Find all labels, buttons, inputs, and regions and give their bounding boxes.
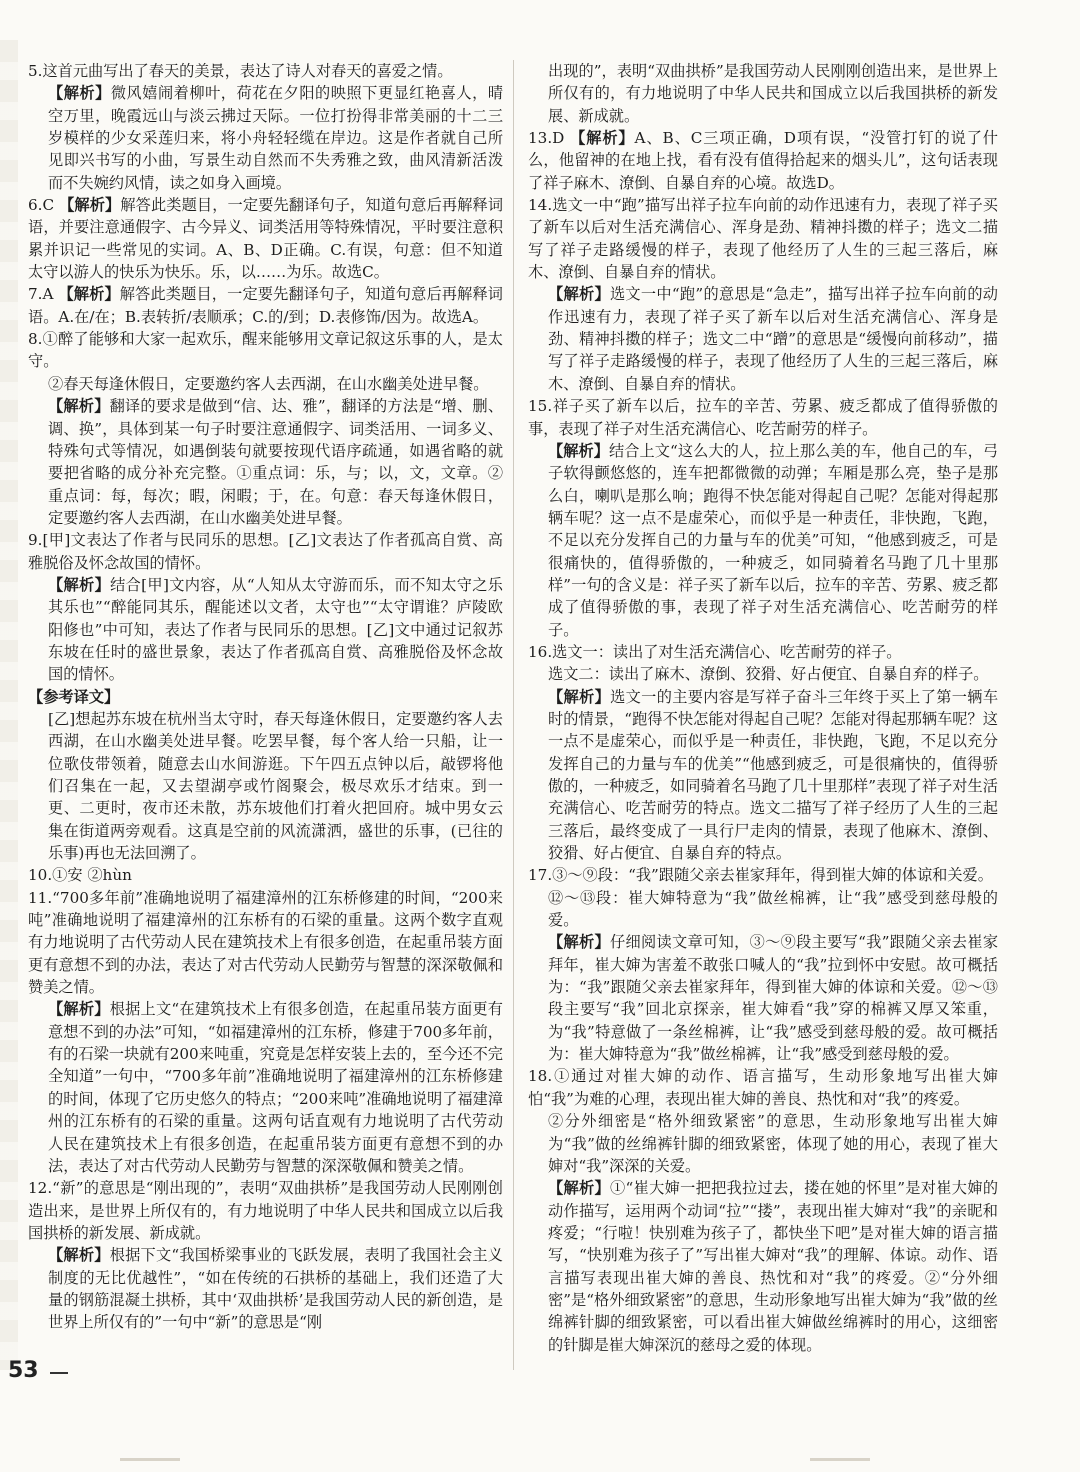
answer-paragraph: 【解析】根据下文“我国桥梁事业的飞跃发展，表明了我国社会主义制度的无比优越性”，“如在传统的石拱桥的基础上，我们还造了大量的钢筋混凝土拱桥，其中‘双曲拱桥’是我国劳动人民的新创造，是世界上所仅有的”一句中“新”的意思是“刚 <box>48 1246 503 1332</box>
answer-paragraph: 【解析】根据上文“在建筑技术上有很多创造，在起重吊装方面更有意想不到的办法”可知，“如福建漳州的江东桥，修建于700多年前，有的石梁一块就有200来吨重，究竟是怎样安装上去的，至今还不完全知道”一句中，“700多年前”准确地说明了福建漳州的江东桥修建的时间，体现了它历史悠久的特点；“200来吨”准确地说明了福建漳州的江东桥有的石梁的重量。这两句话直观有力地说明了古代劳动人民在建筑技术上有很多创造，在起重吊装方面更有意想不到的办法，表达了对古代劳动人民勤劳与智慧的深深敬佩和赞美之情。 <box>48 1000 503 1175</box>
answer-paragraph: ⑫～⑬段：崔大婶特意为“我”做丝棉裤，让“我”感受到慈母般的爱。 <box>548 888 998 930</box>
answer-paragraph: 14.选文一中“跑”描写出祥子拉车向前的动作迅速有力，表现了祥子买了新车以后对生活充满信心、浑身是劲、精神抖擞的样子；选文二描写了祥子走路缓慢的样子，表现了他经历了人生的三起三落后，麻木、潦倒、自暴自弃的情状。 <box>528 196 998 282</box>
answer-paragraph: 【解析】结合上文“这么大的人，拉上那么美的车，他自己的车，弓子软得颤悠悠的，连车把都微微的动弹；车厢是那么亮，垫子是那么白，喇叭是那么响；跑得不快怎能对得起自己呢？怎能对得起那辆车呢？这一点不是虚荣心，而似乎是一种责任，非快跑，飞跑，不足以充分发挥自己的力量与车的优美”可知，“他感到疲乏，可是很痛快的，值得骄傲的，一种疲乏，如同骑着名马跑了几十里那样”一句的含义是：祥子买了新车以后，拉车的辛苦、劳累、疲乏都成了值得骄傲的事，表现了祥子对生活充满信心、吃苦耐劳的样子。 <box>548 441 999 639</box>
answer-paragraph: 18.①通过对崔大婶的动作、语言描写，生动形象地写出崔大婶怕“我”为难的心理，表现出崔大婶的善良、热忱和对“我”的疼爱。 <box>528 1067 998 1108</box>
answer-paragraph: 16.选文一：读出了对生活充满信心、吃苦耐劳的祥子。 <box>528 642 902 661</box>
answer-paragraph: 【解析】选文一中“跑”的意思是“急走”，描写出祥子拉车向前的动作迅速有力，表现了祥子买了新车以后对生活充满信心、浑身是劲、精神抖擞的样子；选文二中“蹭”的意思是“缓慢向前移动”，描写了祥子走路缓慢的样子，表现了他经历了人生的三起三落后，麻木、潦倒、自暴自弃的情状。 <box>548 285 998 393</box>
page-number: 53 <box>8 1358 39 1383</box>
answer-paragraph: 13.D 【解析】A、B、C三项正确，D项有误，“没管打钉的说了什么，他留神的在地上找，看有没有值得拾起来的烟头儿”，这句话表现了祥子麻木、潦倒、自暴自弃的心境。故选D。 <box>528 129 998 192</box>
answer-paragraph: 【参考译文】 <box>28 687 120 706</box>
answer-paragraph: 【解析】微风嬉闹着柳叶，荷花在夕阳的映照下更显红艳喜人，晴空万里，晚霞远山与淡云拂过天际。一位打扮得非常美丽的十二三岁模样的少女采莲归来，将小舟轻轻缆在岸边。这是作者就自己所见即兴书写的小曲，写景生动自然而不失秀雅之致，曲风清新活泼而不失婉约风情，读之如身入画境。 <box>48 84 504 192</box>
column-divider <box>513 60 514 1370</box>
answer-paragraph: 【解析】翻译的要求是做到“信、达、雅”，翻译的方法是“增、删、调、换”，具体到某一句子时要注意通假字、词类活用、一词多义、特殊句式等情况，如遇倒装句就要按现代语序疏通，如遇省略的就要把省略的成分补充完整。①重点词：乐，与；以，文，文章。②重点词：每，每次；暇，闲暇；于，在。句意：春天每逢休假日，定要邀约客人去西湖，在山水幽美处进早餐。 <box>48 397 504 527</box>
answer-paragraph: 【解析】仔细阅读文章可知，③～⑨段主要写“我”跟随父亲去崔家拜年，崔大婶为害羞不敢张口喊人的“我”拉到怀中安慰。故可概括为：“我”跟随父亲去崔家拜年，得到崔大婶的体谅和关爱。⑫～⑬段主要写“我”回北京探亲，崔大婶看“我”穿的棉裤又厚又笨重，为“我”特意做了一条丝棉裤，让“我”感受到慈母般的爱。故可概括为：崔大婶特意为“我”做丝棉裤，让“我”感受到慈母般的爱。 <box>548 933 999 1064</box>
answer-paragraph: 10.①安 ②hùn <box>28 866 132 885</box>
page-number-dash <box>50 1372 68 1374</box>
answer-paragraph: 12.“新”的意思是“刚出现的”，表明“双曲拱桥”是我国劳动人民刚刚创造出来，是世界上所仅有的，有力地说明了中华人民共和国成立以后我国拱桥的新发展、新成就。 <box>28 1179 503 1242</box>
answer-paragraph: 【解析】选文一的主要内容是写祥子奋斗三年终于买上了第一辆车时的情景，“跑得不快怎能对得起自己呢？怎能对得起那辆车呢？这一点不是虚荣心，而似乎是一种责任，非快跑，飞跑，不足以充分发挥自己的力量与车的优美”“他感到疲乏，可是很痛快的，值得骄傲的，一种疲乏，如同骑着名马跑了几十里那样”表现了祥子对生活充满信心、吃苦耐劳的特点。选文二描写了祥子经历了人生的三起三落后，最终变成了一具行尸走肉的情景，表现了他麻木、潦倒、狡猾、好占便宜、自暴自弃的特点。 <box>548 687 999 863</box>
binding-edge <box>0 40 18 1370</box>
answer-paragraph: 5.这首元曲写出了春天的美景，表达了诗人对春天的喜爱之情。 <box>28 62 453 80</box>
right-column <box>528 60 998 1356</box>
answer-paragraph: 15.祥子买了新车以后，拉车的辛苦、劳累、疲乏都成了值得骄傲的事，表现了祥子对生活充满信心、吃苦耐劳的样子。 <box>528 397 998 438</box>
answer-paragraph: ②分外细密是“格外细致紧密”的意思，生动形象地写出崔大婶为“我”做的丝绵裤针脚的细致紧密，体现了她的用心，表现了崔大婶对“我”深深的关爱。 <box>548 1112 998 1175</box>
left-column <box>28 60 503 1334</box>
answer-paragraph: 选文二：读出了麻木、潦倒、狡猾、好占便宜、自暴自弃的样子。 <box>548 665 989 684</box>
answer-paragraph: ②春天每逢休假日，定要邀约客人去西湖，在山水幽美处进早餐。 <box>48 374 489 393</box>
answer-paragraph: 9.[甲]文表达了作者与民同乐的思想。[乙]文表达了作者孤高自赏、高雅脱俗及怀念故国的情怀。 <box>28 531 503 572</box>
answer-paragraph: 11.“700多年前”准确地说明了福建漳州的江东桥修建的时间，“200来吨”准确地说明了福建漳州的江东桥有的石梁的重量。这两个数字直观有力地说明了古代劳动人民在建筑技术上有很多创造，在起重吊装方面更有意想不到的办法，表达了对古代劳动人民勤劳与智慧的深深敬佩和赞美之情。 <box>28 888 503 997</box>
answer-paragraph: 【解析】①“崔大婶一把把我拉过去，搂在她的怀里”是对崔大婶的动作描写，运用两个动词“拉”“搂”，表现出崔大婶对“我”的亲昵和疼爱；“行啦！快别难为孩子了，都快坐下吧”是对崔大婶的语言描写，“快别难为孩子了”写出崔大婶对“我”的理解、体谅。动作、语言描写表现出崔大婶的善良、热忱和对“我”的疼爱。②“分外细密”是“格外细致紧密”的意思，生动形象地写出崔大婶为“我”做的丝绵裤针脚的细致紧密，可以看出崔大婶做丝绵裤时的用心，这细密的针脚是崔大婶深沉的慈母之爱的体现。 <box>548 1179 999 1354</box>
answer-paragraph: 8.①醉了能够和大家一起欢乐，醒来能够用文章记叙这乐事的人，是太守。 <box>28 330 503 371</box>
footer-mark <box>810 1458 870 1461</box>
answer-paragraph: 【解析】结合[甲]文内容，从“人知从太守游而乐，而不知太守之乐其乐也”“醉能同其乐，醒能述以文者，太守也”“太守谓谁？庐陵欧阳修也”中可知，表达了作者与民同乐的思想。[乙]文中通过记叙苏东坡在任时的盛世景象，表达了作者孤高自赏、高雅脱俗及怀念故国的情怀。 <box>48 575 503 684</box>
answer-paragraph: 7.A 【解析】解答此类题目，一定要先翻译句子，知道句意后再解释词语。A.在/在；B.表转折/表顺承；C.的/到；D.表修饰/因为。故选A。 <box>28 285 503 326</box>
answer-paragraph: 6.C 【解析】解答此类题目，一定要先翻译句子，知道句意后再解释词语，并要注意通假字、古今异义、词类活用等特殊情况，平时要注意积累并识记一些常见的实词。A、B、D正确。C.有误，句意：但不知道太守以游人的快乐为快乐。乐，以……为乐。故选C。 <box>28 196 504 282</box>
footer-mark <box>120 1458 180 1461</box>
answer-paragraph: 出现的”，表明“双曲拱桥”是我国劳动人民刚刚创造出来，是世界上所仅有的，有力地说明了中华人民共和国成立以后我国拱桥的新发展、新成就。 <box>548 62 998 125</box>
answer-paragraph: [乙]想起苏东坡在杭州当太守时，春天每逢休假日，定要邀约客人去西湖，在山水幽美处进早餐。吃罢早餐，每个客人给一只船，让一位歌伎带领着，随意去山水间游逛。下午四五点钟以后，敲锣将他们召集在一起，又去望湖亭或竹阁聚会，极尽欢乐才结束。到一更、二更时，夜市还未散，苏东坡他们打着火把回府。城中男女云集在街道两旁观看。这真是空前的风流潇洒，盛世的乐事，(已往的乐事)再也无法回溯了。 <box>48 709 503 863</box>
answer-paragraph: 17.③～⑨段：“我”跟随父亲去崔家拜年，得到崔大婶的体谅和关爱。 <box>528 866 993 885</box>
